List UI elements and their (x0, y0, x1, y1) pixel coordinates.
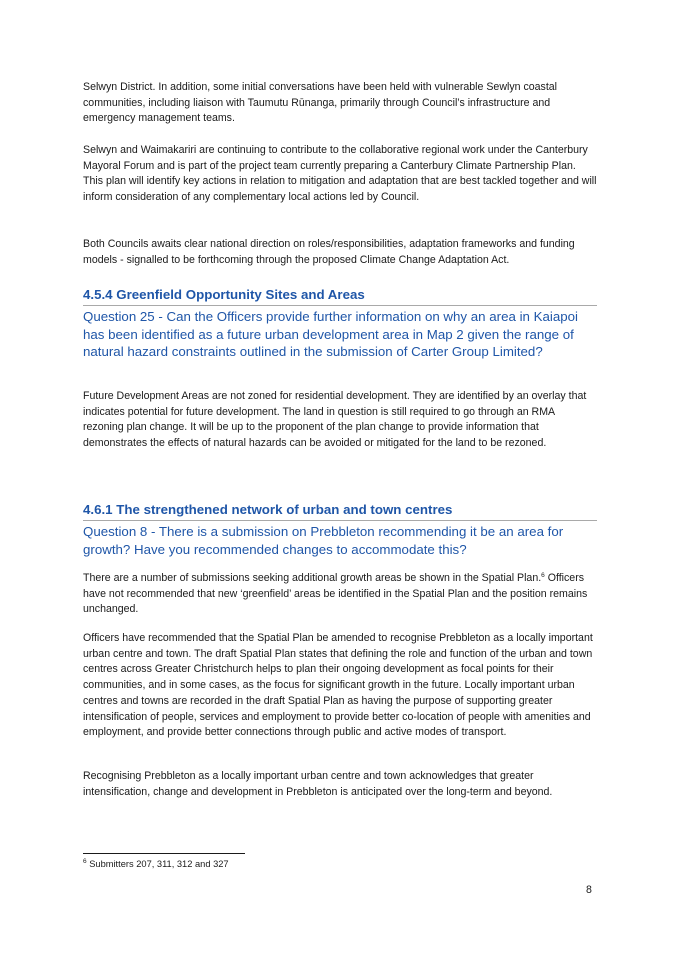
answer-question-8-part3: Recognising Prebbleton as a locally important urban centre and town acknowledges that greater intensification, change and development in Prebbleton is anticipated over the long-term and beyond. (83, 770, 553, 798)
footnote-divider (83, 853, 245, 854)
footnote-text: Submitters 207, 311, 312 and 327 (86, 859, 229, 869)
footnote (83, 858, 229, 870)
answer-question-8-part1 (83, 571, 598, 618)
paragraph-regional-work: Selwyn and Waimakariri are continuing to contribute to the collaborative regional work under the Canterbury Mayoral Forum and is part of the project team currently preparing a Canterbury Climate Partnership Plan. This plan will identify key actions in relation to mitigation and adaptation that are best tackled together and will inform consideration of any complementary local actions led by Council. (83, 144, 597, 204)
heading-4-5-4: 4.5.4 Greenfield Opportunity Sites and Areas (83, 286, 597, 306)
answer-text-b: Officers have not recommended that new ‘greenfield’ areas be identified in the Spatial Plan and the position remains unchanged. (83, 572, 588, 616)
question-25: Question 25 - Can the Officers provide further information on why an area in Kaiapoi has been identified as a future urban development area in Map 2 given the range of natural hazard constraints outlined in the submission of Carter Group Limited? (83, 309, 578, 359)
answer-question-25: Future Development Areas are not zoned for residential development. They are identified by an overlay that indicates potential for future development. The land in question is still required to go through an RMA rezoning plan change. It will be up to the proponent of the plan change to provide information that demonstrates the effects of natural hazards can be avoided or mitigated for the land to be rezoned. (83, 390, 587, 450)
page-number: 8 (586, 884, 592, 896)
paragraph-selwyn-conversations: Selwyn District. In addition, some initial conversations have been held with vulnerable Sewlyn coastal communities, including liaison with Taumutu Rūnanga, primarily through Council’s infrastructure and emergency management teams. (83, 81, 558, 125)
question-8: Question 8 - There is a submission on Prebbleton recommending it be an area for growth? Have you recommended changes to accommodate this? (83, 524, 564, 557)
paragraph-national-direction: Both Councils awaits clear national direction on roles/responsibilities, adaptation frameworks and funding models - signalled to be forthcoming through the proposed Climate Change Adaptation Act. (83, 238, 575, 266)
answer-question-8-part2: Officers have recommended that the Spatial Plan be amended to recognise Prebbleton as a locally important urban centre and town. The draft Spatial Plan states that defining the role and function of the urban and town centres across Greater Christchurch helps to plan their ongoing development as focal points for their communities, and in some cases, as the focus for significant growth in the future. Locally important urban centres and towns are recorded in the draft Spatial Plan as having the purpose of supporting greater intensification of people, services and employment to provide better co-location of people with amenities and employment, and provide better connections through public and active modes of transport. (83, 632, 593, 739)
footnote-reference[interactable]: 6 (541, 572, 545, 579)
footnote-number: 6 (83, 858, 87, 865)
heading-4-6-1: 4.6.1 The strengthened network of urban and town centres (83, 501, 597, 521)
answer-text-a: There are a number of submissions seeking additional growth areas be shown in the Spatial Plan. (83, 572, 542, 584)
